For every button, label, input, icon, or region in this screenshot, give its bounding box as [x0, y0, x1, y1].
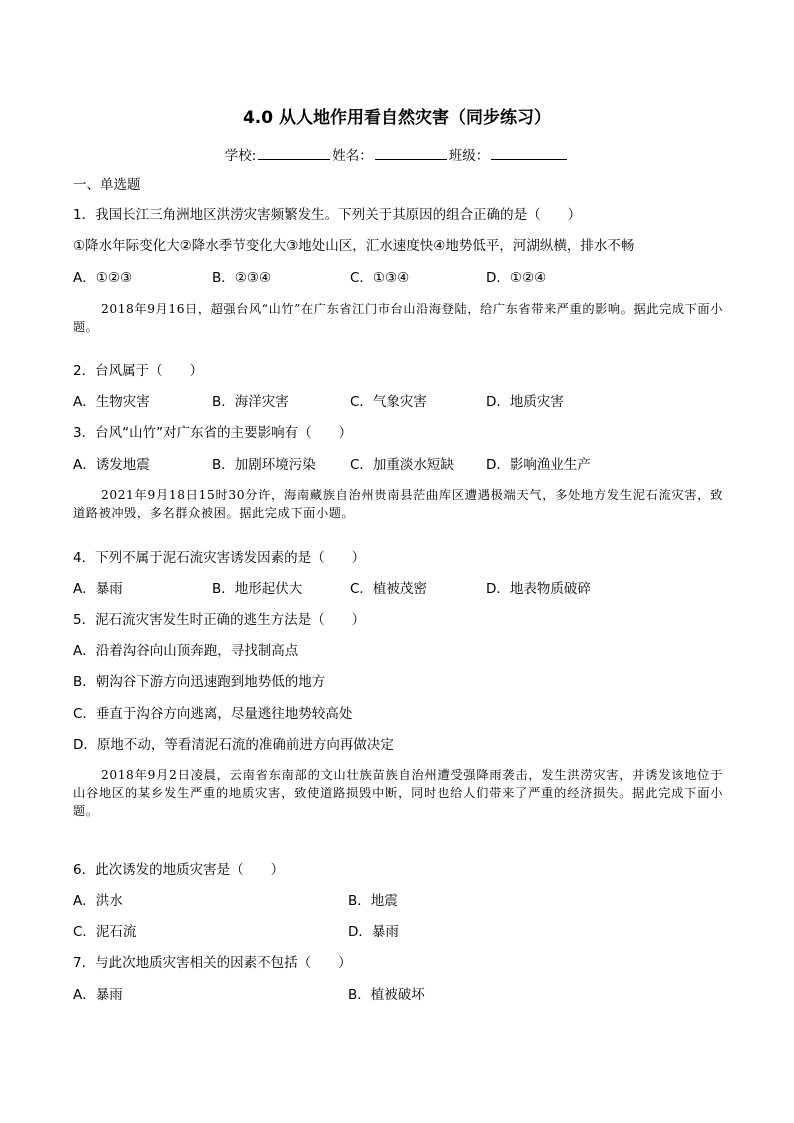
question-5-stem: 5．泥石流灾害发生时正确的逃生方法是（ ）: [73, 612, 366, 628]
class-label: 班级：: [448, 148, 490, 164]
page-title: 4.0 从人地作用看自然灾害（同步练习）: [242, 108, 552, 128]
question-2-option-d[interactable]: D．地质灾害: [486, 394, 564, 410]
passage-debris-flow: 2021年9月18日15时30分许，海南藏族自治州贵南县茫曲库区遭遇极端天气，多处地方发生泥石流灾害，致道路被冲毁，多名群众被困。据此完成下面小题。: [73, 488, 723, 520]
question-2-option-c[interactable]: C．气象灾害: [350, 394, 427, 410]
passage-typhoon: 2018年9月16日，超强台风“山竹”在广东省江门市台山沿海登陆，给广东省带来严重的影响。据此完成下面小题。: [73, 302, 724, 334]
school-blank[interactable]: [258, 146, 330, 160]
section-heading: 一、单选题: [73, 177, 141, 193]
class-blank[interactable]: [491, 146, 567, 160]
name-blank[interactable]: [375, 146, 447, 160]
name-label: 姓名：: [332, 148, 373, 164]
question-6-option-c[interactable]: C．泥石流: [73, 924, 137, 940]
question-4-option-d[interactable]: D．地表物质破碎: [486, 581, 591, 597]
question-6-option-d[interactable]: D．暴雨: [348, 924, 399, 940]
question-3-option-b[interactable]: B．加剧环境污染: [212, 457, 316, 473]
question-3-option-a[interactable]: A．诱发地震: [73, 457, 150, 473]
question-2-stem: 2．台风属于（ ）: [73, 363, 204, 379]
question-4-stem: 4．下列不属于泥石流灾害诱发因素的是（ ）: [73, 550, 366, 566]
question-5-option-b[interactable]: B．朝沟谷下游方向迅速跑到地势低的地方: [73, 674, 326, 690]
question-2-option-a[interactable]: A．生物灾害: [73, 394, 150, 410]
question-5-option-d[interactable]: D．原地不动，等看清泥石流的准确前进方向再做决定: [73, 737, 394, 753]
question-1-statements: ①降水年际变化大②降水季节变化大③地处山区，汇水速度快④地势低平，河湖纵横，排水不畅: [73, 238, 635, 254]
question-6-option-b[interactable]: B．地震: [348, 893, 398, 909]
question-1-option-c[interactable]: C．①③④: [350, 270, 410, 286]
question-5-option-c[interactable]: C．垂直于沟谷方向逃离，尽量逃往地势较高处: [73, 706, 353, 722]
school-label: 学校:: [224, 148, 257, 164]
question-6-option-a[interactable]: A．洪水: [73, 893, 123, 909]
question-7-option-a[interactable]: A．暴雨: [73, 987, 123, 1003]
question-4-option-a[interactable]: A．暴雨: [73, 581, 123, 597]
question-4-option-c[interactable]: C．植被茂密: [350, 581, 427, 597]
passage-flood: 2018年9月2日凌晨，云南省东南部的文山壮族苗族自治州遭受强降雨袭击，发生洪涝灾害，并诱发该地位于山谷地区的某乡发生严重的地质灾害，致使道路损毁中断，同时也给人们带来了严重的经济损失。据此完成下面小题。: [73, 768, 723, 818]
question-3-option-d[interactable]: D．影响渔业生产: [486, 457, 591, 473]
student-info-line: [0, 144, 794, 164]
question-4-option-b[interactable]: B．地形起伏大: [212, 581, 303, 597]
question-6-stem: 6．此次诱发的地质灾害是（ ）: [73, 862, 285, 878]
question-2-option-b[interactable]: B．海洋灾害: [212, 394, 289, 410]
question-3-stem: 3．台风“山竹”对广东省的主要影响有（ ）: [73, 425, 353, 441]
question-7-option-b[interactable]: B．植被破坏: [348, 987, 425, 1003]
question-5-option-a[interactable]: A．沿着沟谷向山顶奔跑，寻找制高点: [73, 643, 299, 659]
question-1-option-d[interactable]: D．①②④: [486, 270, 547, 286]
question-1-option-a[interactable]: A．①②③: [73, 270, 133, 286]
question-1-option-b[interactable]: B．②③④: [212, 270, 272, 286]
question-3-option-c[interactable]: C．加重淡水短缺: [350, 457, 454, 473]
question-1-stem: 1．我国长江三角洲地区洪涝灾害频繁发生。下列关于其原因的组合正确的是（ ）: [73, 207, 582, 223]
question-7-stem: 7．与此次地质灾害相关的因素不包括（ ）: [73, 955, 352, 971]
